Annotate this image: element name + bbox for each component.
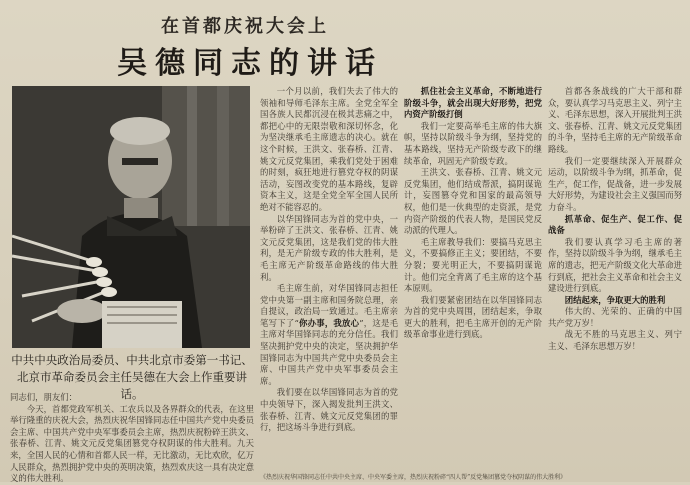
closing-slogan: 战无不胜的马克思主义、列宁主义、毛泽东思想万岁！ [548, 329, 682, 352]
column2-paragraph: 王洪文、张春桥、江青、姚文元反党集团，他们结成帮派，搞阴谋诡计，妄图篡夺党和国家的最高领导权，他们是一伙典型的走资派，是党内资产阶级的代表人物，是国民党反动派的代理人。 [404, 167, 542, 236]
column1-text: 毛主席生前，对华国锋同志担任党中央第一副主席和国务院总理，亲自提议，政治局一致通过。毛主席亲笔写下了 [260, 283, 398, 328]
text-column-3 [548, 86, 682, 472]
photo-caption-line1: 中共中央政治局委员、中共北京市委第一书记、 [11, 353, 253, 367]
closing-slogan: 伟大的、光荣的、正确的中国共产党万岁！ [548, 306, 682, 328]
text-column-1 [260, 86, 398, 472]
speaker-photo [12, 86, 250, 348]
column1-paragraph: 我们要在以华国锋同志为首的党中央领导下，深入揭发批判王洪文、张春桥、江青、姚文元反党集团的罪行，把这场斗争进行到底。 [260, 387, 398, 433]
column3-highlight: 团结起来，争取更大的胜利 [564, 294, 666, 305]
column3-highlight: 抓革命、促生产、促工作、促战备 [548, 213, 682, 236]
column1-paragraph: 以华国锋同志为首的党中央，一举粉碎了王洪文、张春桥、江青、姚文元反党集团，这是我们党的伟大胜利，是无产阶级专政的伟大胜利，是毛主席无产阶级革命路线的伟大胜利。 [260, 213, 398, 282]
article-title: 吴德同志的讲话 [117, 46, 383, 81]
quote-highlight: 你办事，我放心 [298, 317, 360, 328]
article-subtitle: 在首都庆祝大会上 [161, 16, 329, 37]
column2-paragraph: 我们要紧密团结在以华国锋同志为首的党中央周围，团结起来，争取更大的胜利，把毛主席开创的无产阶级革命事业进行到底。 [404, 294, 542, 340]
column3-paragraph: 首都各条战线的广大干部和群众，要认真学习马克思主义、列宁主义、毛泽东思想，深入开展批判王洪文、张春桥、江青、姚文元反党集团的斗争，坚持毛主席的无产阶级革命路线。 [548, 86, 682, 154]
speaker-photo-illustration [12, 86, 250, 348]
speech-opening-text: 今天，首都党政军机关、工农兵以及各界群众的代表，在这里举行隆重的庆祝大会，热烈庆祝华国锋同志任中国共产党中央委员会主席、中国共产党中央军事委员会主席，热烈庆祝粉碎王洪文、张春桥、江青、姚文元反党集团篡党夺权阴谋的伟大胜利。九天来，全国人民的心情和首都人民一样，无比激动，无比欢欣，亿万人民群众，热烈拥护党中央的英明决策，热烈欢庆这一具有决定意义的伟大胜利。 [10, 403, 254, 484]
column1-paragraph: 毛主席生前，对华国锋同志担任党中央第一副主席和国务院总理，亲自提议，政治局一致通过。毛主席亲笔写下了“你办事，我放心”，这是毛主席对华国锋同志的充分信任。我们坚决拥护党中央的决定，坚决拥护华国锋同志为中国共产党中央委员会主席、中国共产党中央军事委员会主席。 [260, 283, 399, 386]
text-column-2 [404, 86, 542, 472]
column3-paragraph: 我们一定要继续深入开展群众运动，以阶级斗争为纲，抓革命，促生产，促工作，促战备，进一步发展大好形势，为建设社会主义强国而努力奋斗。 [548, 155, 682, 212]
photo-caption-line2: 北京市革命委员会主任吴德在大会上作重要讲话。 [17, 370, 247, 401]
column1-text: ，这是毛主席对华国锋同志的充分信任。我们坚决拥护党中央的决定，坚决拥护华国锋同志为中国共产党中央委员会主席、中国共产党中央军事委员会主席。 [260, 317, 399, 386]
column2-paragraph: 毛主席教导我们：要搞马克思主义，不要搞修正主义；要团结，不要分裂；要光明正大，不要搞阴谋诡计。他们完全背离了毛主席的这个基本原则。 [404, 236, 542, 294]
speech-salutation: 同志们，朋友们： [10, 392, 77, 402]
speech-opening [10, 392, 254, 484]
column3-paragraph: 我们要认真学习毛主席的著作，坚持以阶级斗争为纲，继承毛主席的遗志，把无产阶级文化大革命进行到底，把社会主义革命和社会主义建设进行到底。 [548, 236, 682, 294]
column2-highlight: 抓住社会主义革命，不断地进行阶级斗争，就会出现大好形势，把党内资产阶级打倒 [404, 86, 542, 120]
column1-paragraph: 一个月以前，我们失去了伟大的领袖和导师毛泽东主席。全党全军全国各族人民都沉浸在极其悲痛之中，都把心中的无限崇敬和深切怀念，化为坚决继承毛主席遗志的决心。就在这个时候，王洪文、张春桥、江青、姚文元反党集团，乘我们党处于困难的时刻，疯狂地进行篡党夺权的阴谋活动，妄图改变党的基本路线，复辟资本主义，这是全党全军全国人民所绝对不能容忍的。 [260, 86, 398, 212]
column2-paragraph: 我们一定要高举毛主席的伟大旗帜，坚持以阶级斗争为纲，坚持党的基本路线，坚持无产阶级专政下的继续革命，巩固无产阶级专政。 [404, 120, 542, 166]
page-footer: 《热烈庆祝华国锋同志任中共中央主席、中央军委主席，热烈庆祝粉碎“四人帮”反党集团篡党夺权阴谋的伟大胜利》 [260, 474, 567, 481]
